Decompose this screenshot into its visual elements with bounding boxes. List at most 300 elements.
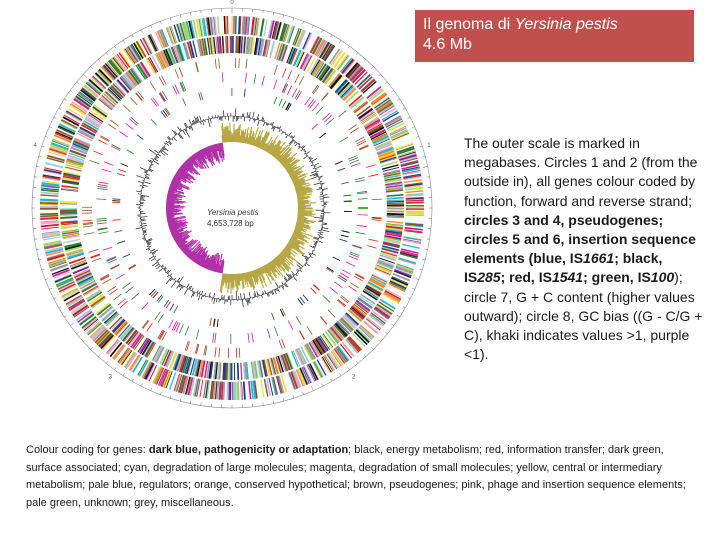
gc-content-mark — [250, 118, 251, 122]
gc-content-mark — [197, 290, 198, 293]
scale-tick — [412, 127, 415, 128]
insertion-sequence-mark — [161, 111, 166, 117]
gc-content-mark — [267, 123, 268, 125]
gc-content-mark — [319, 178, 321, 179]
scale-tick — [170, 18, 171, 21]
scale-tick — [190, 401, 191, 404]
scale-tick — [391, 90, 393, 92]
pseudogene-mark — [83, 224, 93, 225]
gc-content-mark — [156, 266, 160, 269]
pseudogene-mark — [126, 287, 134, 293]
gene-forward-mark — [241, 382, 242, 400]
legend-is1541: 1541 — [551, 269, 584, 286]
insertion-sequence-mark — [340, 239, 348, 241]
scale-tick — [123, 40, 125, 43]
gc-content-mark — [191, 126, 193, 131]
gene-reverse-mark — [270, 41, 274, 57]
scale-tick — [59, 307, 62, 309]
gc-content-mark — [143, 232, 146, 233]
gc-content-mark — [288, 279, 289, 280]
scale-label: 1 — [427, 143, 431, 150]
gc-content-mark — [244, 293, 245, 299]
scale-tick — [416, 136, 419, 137]
gc-content-mark — [249, 112, 250, 118]
gene-forward-mark — [402, 244, 420, 248]
gc-content-mark — [202, 121, 203, 125]
insertion-sequence-mark — [137, 135, 143, 140]
colour-coding-caption — [26, 442, 694, 512]
pseudogene-mark — [97, 188, 107, 189]
scale-tick — [391, 324, 393, 326]
insertion-sequence-mark — [343, 195, 351, 196]
gc-content-mark — [281, 129, 282, 130]
gc-content-mark — [299, 268, 300, 269]
pseudogene-mark — [98, 232, 108, 234]
colour-coding-bold: dark blue, pathogenicity or adaptation — [148, 444, 349, 456]
scale-tick — [419, 146, 422, 147]
pseudogene-mark — [308, 99, 314, 107]
scale-tick — [70, 323, 74, 326]
gc-content-mark — [249, 298, 250, 303]
pseudogene-mark — [355, 274, 364, 279]
pseudogene-mark — [187, 341, 190, 351]
scale-tick — [45, 136, 48, 137]
scale-tick — [170, 395, 171, 398]
gene-reverse-mark — [60, 214, 77, 215]
pseudogene-mark — [305, 97, 311, 105]
scale-tick — [132, 35, 134, 38]
title-box — [415, 10, 694, 62]
gc-content-mark — [248, 299, 249, 304]
insertion-sequence-mark — [127, 150, 134, 154]
gc-content-mark — [270, 292, 271, 294]
scale-tick — [54, 117, 57, 118]
gene-reverse-mark — [386, 221, 403, 222]
insertion-sequence-mark — [114, 231, 122, 233]
pseudogene-mark — [147, 323, 153, 331]
scale-tick — [283, 15, 284, 18]
pseudogene-mark — [155, 312, 161, 320]
gc-content-mark — [184, 289, 187, 295]
insertion-sequence-mark — [319, 133, 325, 138]
scale-tick — [397, 99, 400, 101]
title-line-2: 4.6 Mb — [423, 36, 472, 53]
gc-content-mark — [259, 294, 260, 296]
gc-content-mark — [201, 291, 202, 295]
insertion-sequence-mark — [112, 199, 120, 200]
insertion-sequence-mark — [312, 124, 318, 130]
pseudogene-mark — [282, 339, 286, 348]
gc-content-mark — [286, 135, 288, 138]
gc-content-mark — [313, 246, 315, 247]
gc-content-mark — [214, 293, 215, 298]
gc-content-mark — [164, 146, 165, 147]
gc-content-mark — [195, 121, 196, 124]
pseudogene-mark — [97, 220, 107, 221]
gc-content-mark — [310, 246, 315, 249]
scale-tick — [180, 398, 181, 401]
gc-content-mark — [198, 294, 200, 300]
gc-content-mark — [304, 153, 306, 154]
gc-content-mark — [318, 241, 323, 243]
gc-content-mark — [279, 130, 280, 132]
pseudogene-mark — [355, 180, 365, 182]
gc-content-mark — [262, 293, 263, 295]
insertion-sequence-mark — [282, 101, 286, 108]
pseudogene-mark — [372, 220, 382, 221]
insertion-sequence-mark — [129, 265, 136, 269]
gc-content-mark — [322, 189, 327, 190]
pseudogene-mark — [339, 137, 348, 142]
gc-content-mark — [190, 126, 191, 128]
scale-tick — [321, 30, 322, 33]
gene-reverse-mark — [387, 195, 404, 196]
gc-content-mark — [192, 123, 193, 125]
pseudogene-mark — [169, 320, 174, 329]
insertion-sequence-mark — [163, 110, 168, 117]
scale-tick — [408, 297, 411, 298]
gene-reverse-mark — [238, 36, 239, 53]
gc-content-mark — [140, 168, 148, 171]
scale-tick — [273, 401, 274, 404]
gc-content-mark — [159, 152, 160, 153]
pseudogene-mark — [357, 225, 367, 226]
gene-reverse-mark — [227, 363, 228, 380]
scale-tick — [132, 379, 134, 382]
pseudogene-mark — [110, 264, 119, 268]
pseudogene-mark — [114, 294, 122, 300]
gc-content-mark — [317, 188, 322, 189]
pseudogene-mark — [104, 162, 113, 165]
gene-forward-mark — [405, 230, 423, 232]
scale-tick — [293, 395, 294, 398]
gc-content-mark — [262, 295, 263, 298]
scale-tick — [348, 367, 350, 369]
gc-content-mark — [275, 282, 278, 287]
gc-content-mark — [300, 270, 302, 272]
pseudogene-mark — [219, 347, 220, 357]
gc-content-mark — [293, 277, 297, 281]
gc-content-mark — [321, 230, 329, 232]
gc-content-mark — [214, 298, 215, 304]
scale-tick — [385, 82, 387, 84]
gc-content-mark — [277, 127, 278, 128]
figure-legend — [464, 134, 704, 364]
gc-content-mark — [205, 293, 206, 296]
scale-tick — [403, 307, 406, 309]
gc-content-mark — [320, 181, 322, 182]
gc-content-mark — [210, 119, 211, 123]
insertion-sequence-mark — [129, 265, 136, 269]
pseudogene-mark — [346, 262, 355, 266]
gc-content-mark — [168, 142, 171, 145]
gc-content-mark — [216, 299, 217, 303]
scale-tick — [49, 288, 52, 289]
gene-reverse-mark — [246, 37, 248, 54]
gc-content-mark — [144, 240, 146, 241]
pseudogene-mark — [97, 223, 107, 224]
pseudogene-mark — [252, 332, 254, 342]
pseudogene-mark — [328, 310, 335, 317]
insertion-sequence-mark — [123, 254, 130, 257]
gc-content-mark — [321, 232, 323, 233]
scale-tick — [64, 315, 67, 317]
gc-content-mark — [150, 167, 152, 168]
gene-forward-mark — [41, 190, 59, 192]
gene-forward-mark — [404, 180, 422, 183]
gene-forward-mark — [40, 218, 58, 219]
gene-reverse-mark — [60, 217, 77, 218]
pseudogene-mark — [342, 270, 351, 275]
gc-content-mark — [318, 235, 320, 236]
pseudogene-mark — [348, 125, 356, 131]
gc-content-mark — [257, 291, 258, 296]
pseudogene-mark — [110, 120, 118, 126]
scale-tick — [311, 386, 313, 391]
insertion-sequence-mark — [170, 304, 174, 311]
gc-content-mark — [149, 256, 154, 259]
scale-tick — [77, 332, 79, 334]
pseudogene-mark — [90, 254, 99, 257]
gc-content-mark — [266, 123, 267, 125]
pseudogene-mark — [239, 348, 240, 358]
pseudogene-mark — [372, 199, 382, 200]
pseudogene-mark — [358, 199, 368, 200]
scale-tick — [422, 156, 425, 157]
insertion-sequence-mark — [244, 89, 245, 97]
pseudogene-mark — [322, 113, 329, 120]
pseudogene-mark — [357, 193, 367, 194]
pseudogene-mark — [116, 274, 125, 279]
pseudogene-mark — [351, 163, 360, 166]
pseudogene-mark — [98, 140, 107, 145]
gc-content-mark — [192, 288, 193, 291]
gene-forward-mark — [406, 214, 424, 215]
gc-content-mark — [301, 149, 303, 151]
scale-tick — [54, 297, 57, 298]
gene-forward-mark — [40, 195, 58, 196]
gene-forward-mark — [406, 202, 424, 203]
pseudogene-mark — [83, 222, 93, 223]
insertion-sequence-mark — [121, 164, 128, 167]
gc-content-mark — [150, 252, 152, 253]
insertion-sequence-mark — [338, 168, 346, 171]
gene-reverse-mark — [387, 200, 404, 201]
pseudogene-mark — [90, 161, 99, 164]
gc-content-mark — [263, 122, 265, 126]
insertion-sequence-mark — [279, 99, 282, 106]
gc-content-mark — [317, 171, 319, 172]
gene-forward-mark — [40, 200, 58, 201]
gc-content-mark — [192, 291, 193, 292]
scale-tick — [331, 379, 333, 382]
scale-tick — [348, 46, 350, 48]
pseudogene-mark — [307, 326, 312, 334]
gc-content-mark — [185, 286, 186, 287]
scale-tick — [36, 249, 39, 250]
gc-content-mark — [179, 277, 184, 284]
gc-content-mark — [304, 265, 306, 266]
pseudogene-mark — [274, 80, 277, 89]
scale-tick — [364, 354, 366, 356]
gc-content-mark — [265, 290, 266, 293]
insertion-sequence-mark — [314, 285, 320, 290]
scale-tick — [114, 46, 116, 48]
scale-tick — [378, 74, 380, 76]
gc-content-mark — [141, 196, 145, 197]
gc-content-mark — [323, 223, 327, 224]
gc-content-mark — [143, 231, 146, 232]
gc-content-mark — [199, 116, 201, 121]
insertion-sequence-mark — [217, 319, 218, 327]
pseudogene-mark — [299, 76, 304, 85]
scale-tick — [36, 166, 39, 167]
gc-content-mark — [197, 294, 198, 297]
legend-is285: 285 — [477, 269, 501, 286]
gc-content-mark — [173, 279, 174, 280]
gc-content-mark — [155, 264, 159, 267]
pseudogene-mark — [338, 111, 346, 117]
pseudogene-mark — [185, 326, 188, 335]
insertion-sequence-mark — [117, 241, 125, 243]
insertion-sequence-mark — [157, 295, 162, 301]
gc-content-mark — [201, 295, 202, 299]
gene-forward-mark — [261, 380, 264, 398]
gc-content-mark — [141, 219, 145, 220]
insertion-sequence-mark — [118, 169, 126, 172]
gc-content-mark — [285, 134, 286, 135]
gc-content-mark — [151, 249, 155, 251]
gc-content-mark — [166, 141, 168, 143]
scale-tick — [98, 354, 100, 356]
gc-content-mark — [142, 228, 145, 229]
colour-coding-prefix: Colour coding for genes: — [26, 444, 149, 456]
pseudogene-mark — [111, 265, 120, 270]
gc-content-mark — [279, 126, 281, 129]
pseudogene-mark — [122, 283, 130, 289]
gc-content-mark — [168, 274, 169, 275]
scale-tick — [49, 127, 52, 128]
gc-content-mark — [309, 161, 310, 162]
gene-forward-mark — [40, 214, 58, 215]
gc-content-mark — [314, 163, 319, 166]
gene-forward-mark — [218, 17, 219, 35]
pseudogene-mark — [89, 249, 99, 252]
scale-tick — [412, 288, 415, 289]
scale-tick — [293, 18, 294, 21]
gc-content-mark — [151, 158, 153, 159]
pseudogene-mark — [334, 282, 342, 288]
pseudogene-mark — [132, 293, 139, 300]
pseudogene-mark — [245, 73, 246, 83]
gc-content-mark — [305, 264, 306, 265]
pseudogene-mark — [355, 177, 365, 179]
pseudogene-mark — [368, 174, 378, 176]
pseudogene-mark — [350, 252, 359, 255]
gene-forward-mark — [249, 381, 251, 399]
scale-tick — [39, 259, 42, 260]
scale-tick — [303, 392, 304, 395]
pseudogene-mark — [99, 182, 109, 184]
gc-content-mark — [282, 132, 284, 134]
legend-bold-2: ; black, IS — [464, 250, 663, 286]
gc-content-mark — [313, 168, 315, 169]
gc-content-mark — [287, 134, 288, 135]
pseudogene-mark — [350, 283, 358, 288]
gc-content-mark — [144, 172, 147, 173]
gc-content-mark — [171, 281, 176, 288]
gc-content-mark — [318, 221, 323, 222]
pseudogene-mark — [215, 347, 216, 357]
gc-content-mark — [318, 232, 321, 233]
gc-content-mark — [208, 116, 209, 118]
gc-content-mark — [212, 116, 213, 119]
gc-content-mark — [183, 130, 186, 135]
gc-content-mark — [323, 224, 328, 225]
pseudogene-mark — [287, 86, 291, 95]
gene-forward-mark — [200, 380, 203, 398]
gc-content-mark — [205, 120, 206, 122]
scale-label: 3 — [108, 374, 113, 381]
pseudogene-mark — [96, 218, 106, 219]
pseudogene-mark — [219, 59, 220, 69]
gc-content-mark — [303, 156, 307, 159]
scale-tick — [416, 279, 419, 280]
pseudogene-mark — [213, 333, 214, 343]
gc-content-mark — [144, 234, 147, 235]
pseudogene-mark — [222, 72, 223, 82]
scale-tick — [151, 25, 152, 28]
scale-tick — [106, 361, 108, 363]
pseudogene-mark — [366, 165, 376, 168]
gc-content-mark — [319, 220, 323, 221]
scale-tick — [397, 315, 400, 317]
insertion-sequence-mark — [199, 93, 201, 101]
scale-tick — [273, 12, 274, 15]
gc-content-mark — [223, 110, 224, 116]
gc-content-mark — [142, 225, 147, 226]
gc-content-mark — [143, 230, 147, 231]
pseudogene-mark — [102, 169, 112, 172]
gc-content-mark — [146, 176, 149, 177]
legend-part-1: The outer scale is marked in megabases. Circles 1 and 2 (from the outside in), all genes colour coded by function, forward and reverse strand; — [464, 135, 698, 209]
pseudogene-mark — [309, 101, 315, 109]
pseudogene-mark — [368, 239, 378, 241]
gene-reverse-mark — [239, 36, 240, 53]
scale-tick — [59, 108, 62, 110]
gene-forward-mark — [41, 227, 59, 229]
scale-tick — [356, 361, 358, 363]
gc-content-mark — [304, 150, 305, 151]
gc-content-mark — [254, 119, 255, 123]
gc-content-mark — [279, 287, 280, 288]
pseudogene-mark — [136, 93, 142, 101]
gc-content-mark — [306, 262, 307, 263]
pseudogene-mark — [348, 286, 356, 292]
scale-tick — [321, 384, 322, 387]
gc-content-mark — [314, 217, 323, 218]
gc-content-mark — [247, 299, 248, 306]
gene-reverse-mark — [92, 298, 106, 308]
insertion-sequence-mark — [341, 182, 349, 184]
insertion-sequence-mark — [153, 292, 158, 298]
pseudogene-mark — [84, 233, 94, 235]
legend-is1661: 1661 — [583, 250, 615, 267]
scale-tick — [64, 99, 67, 101]
pseudogene-mark — [288, 321, 292, 330]
insertion-sequence-mark — [333, 257, 340, 261]
pseudogene-mark — [274, 65, 277, 75]
